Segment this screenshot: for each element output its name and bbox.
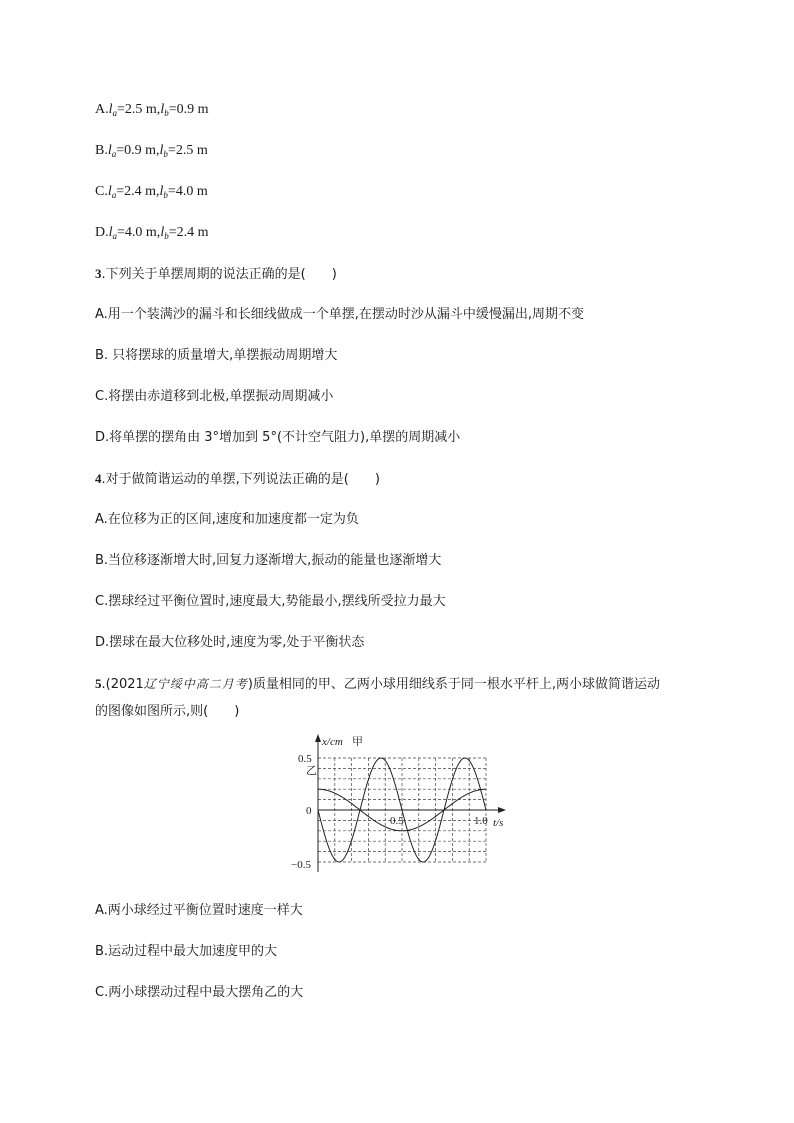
q3-stem: 3.下列关于单摆周期的说法正确的是( ) (95, 266, 337, 282)
q2-option-a: $A.l_a=2.5$ $m,l_b=0.9$ m (95, 102, 209, 118)
tick-zero: 0 (306, 805, 312, 817)
t-axis-arrow (498, 807, 506, 813)
q2-option-c: $C.l_a=2.4$ $m,l_b=4.0$ m (95, 184, 208, 200)
q3-number: 3 (95, 266, 102, 281)
series-label-yi: 乙 (306, 765, 317, 777)
q4-stem: 4.对于做简谐运动的单摆,下列说法正确的是( ) (95, 471, 380, 487)
q5-stem-line1: 5.(2021辽宁绥中高二月考)质量相同的甲、乙两小球用细线系于同一根水平杆上,两小球做简谐运动 (95, 676, 661, 692)
q5-option-c: C.两小球摆动过程中最大摆角乙的大 (95, 985, 304, 1000)
q5-stem-line2: 的图像如图所示,则( ) (95, 704, 240, 719)
q3-option-d: D.将单摆的摆角由 3°增加到 5°(不计空气阻力),单摆的周期减小 (95, 430, 461, 445)
tick-y-pos: 0.5 (298, 753, 312, 765)
q4-option-b: B.当位移逐渐增大时,回复力逐渐增大,振动的能量也逐渐增大 (95, 553, 442, 568)
q5-source: 辽宁绥中高二月考 (143, 677, 248, 691)
q5-number: 5 (95, 676, 102, 691)
tick-x-end: 1.0 (474, 815, 488, 827)
tick-y-neg: −0.5 (291, 859, 311, 871)
y-axis-label: x/cm (322, 736, 343, 748)
x-axis-label: t/s (493, 817, 504, 829)
tick-x-mid: 0.5 (390, 815, 404, 827)
q4-number: 4 (95, 471, 102, 486)
q5-option-b: B.运动过程中最大加速度甲的大 (95, 944, 278, 959)
oscillation-graph (290, 732, 520, 882)
q3-option-a: A.用一个装满沙的漏斗和长细线做成一个单摆,在摆动时沙从漏斗中缓慢漏出,周期不变 (95, 307, 585, 322)
series-label-jia: 甲 (352, 736, 363, 748)
q2-option-d: $D.l_a=4.0$ $m,l_b=2.4$ m (95, 225, 209, 241)
x-axis-arrow (315, 734, 321, 742)
q2-option-b: $B.l_a=0.9$ $m,l_b=2.5$ m (95, 143, 208, 159)
q5-option-a: A.两小球经过平衡位置时速度一样大 (95, 903, 303, 918)
q4-option-d: D.摆球在最大位移处时,速度为零,处于平衡状态 (95, 635, 365, 650)
q3-option-b: B. 只将摆球的质量增大,单摆振动周期增大 (95, 348, 338, 363)
q3-option-c: C.将摆由赤道移到北极,单摆振动周期减小 (95, 389, 334, 404)
q4-option-a: A.在位移为正的区间,速度和加速度都一定为负 (95, 512, 359, 527)
q4-option-c: C.摆球经过平衡位置时,速度最大,势能最小,摆线所受拉力最大 (95, 594, 446, 609)
